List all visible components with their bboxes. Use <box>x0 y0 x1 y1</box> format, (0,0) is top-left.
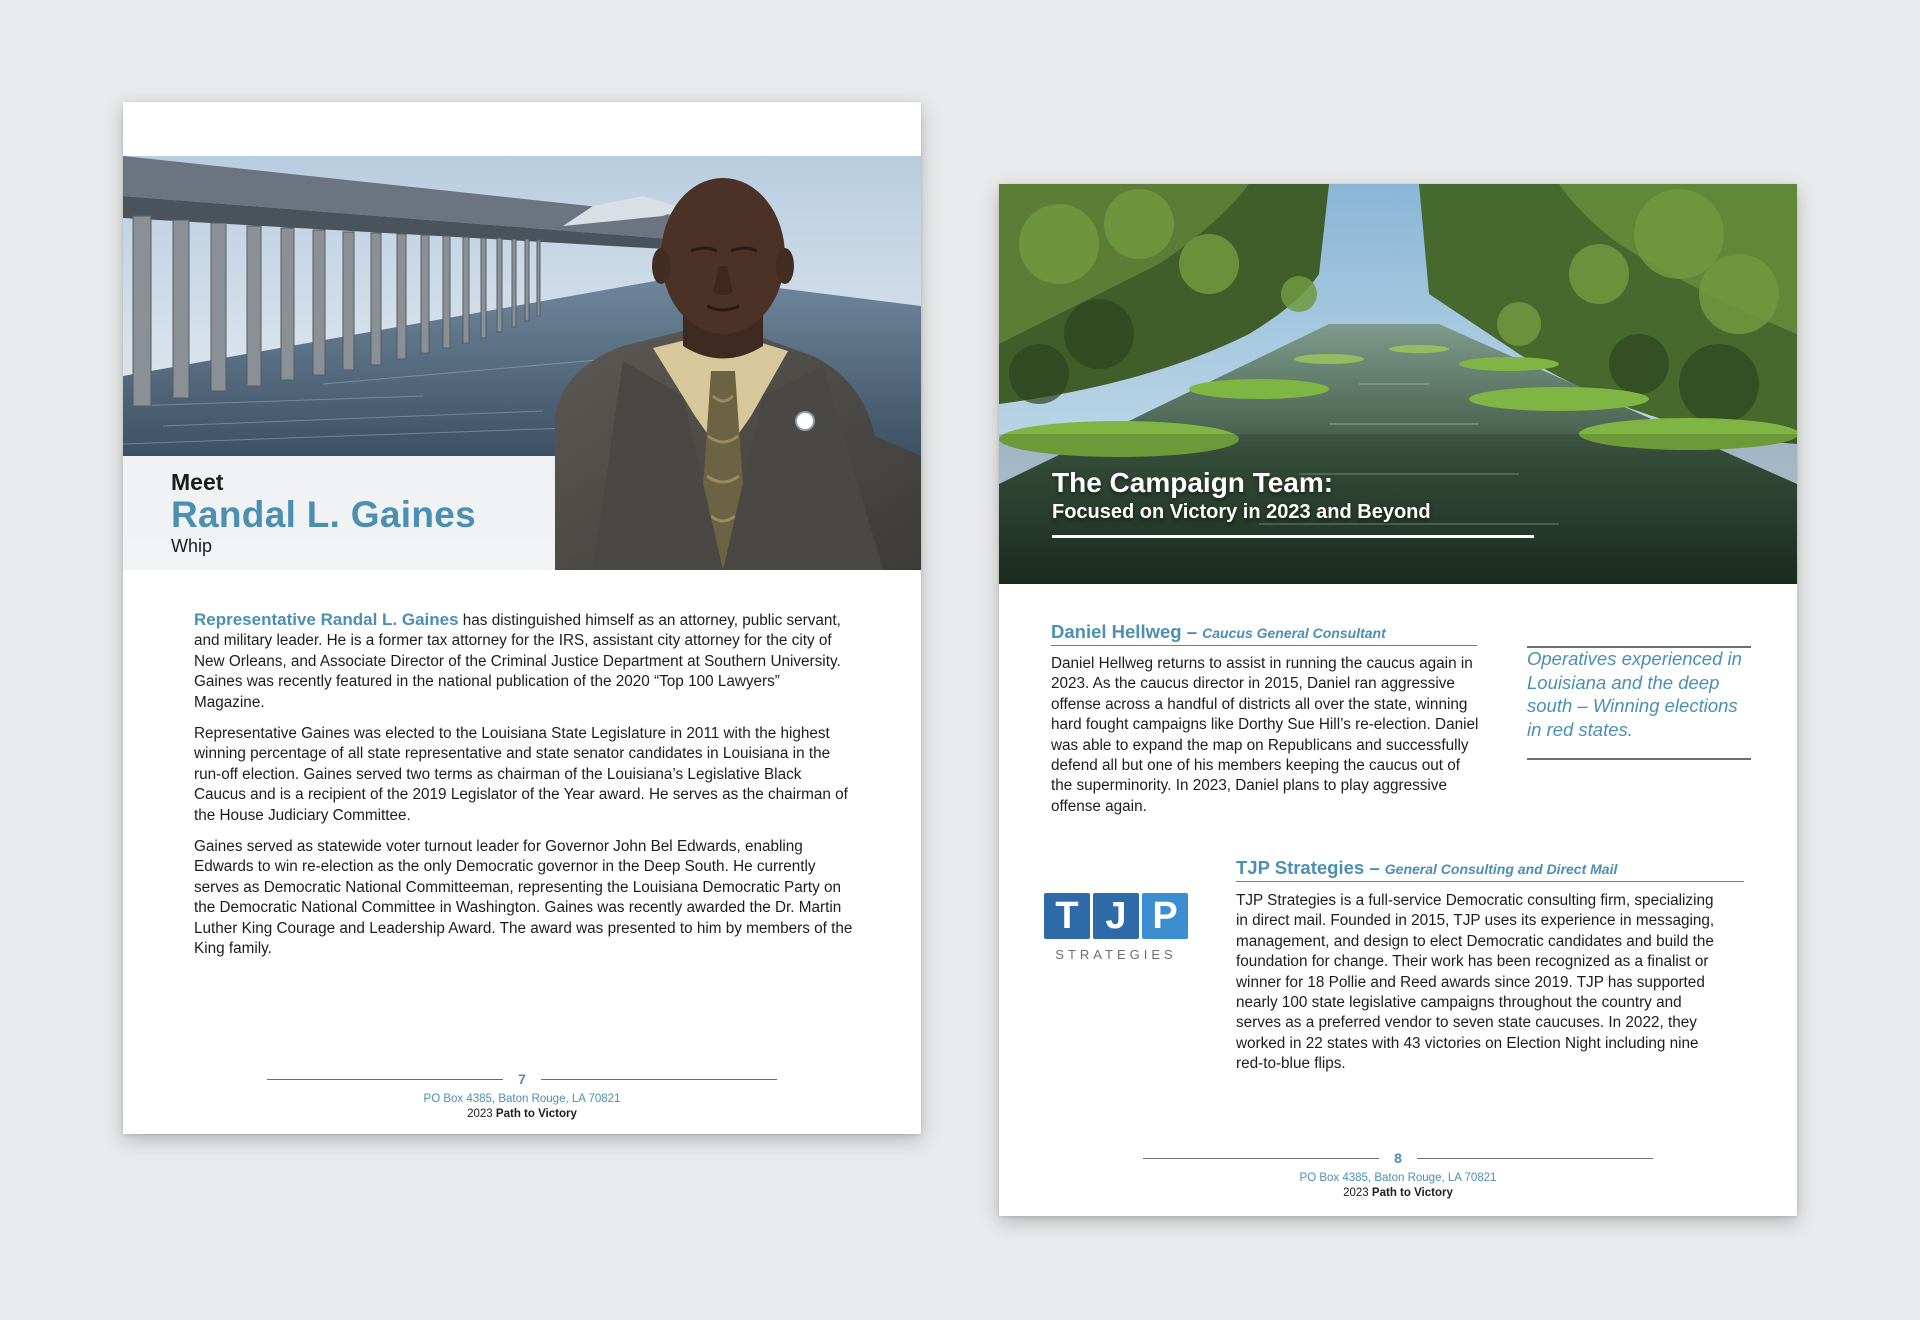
section-title-line-2: Focused on Victory in 2023 and Beyond <box>1052 501 1431 523</box>
footer-tagline <box>999 1186 1797 1201</box>
bio-paragraph-3: Gaines served as statewide voter turnout leader for Governor John Bel Edwards, enabling Edwards to win re-election as the only Democratic governor in the Deep South. He currently serves as Democratic National Committeeman, representing the Louisiana Democratic Party on the Democratic National Committee in Washington. Gaines was recently awarded the Dr. Martin Luther King Courage and Leadership Award. The award was presented to him by members of the King family. <box>194 838 853 958</box>
footer-tagline <box>123 1107 921 1122</box>
biography-text <box>194 610 854 971</box>
footer-rule-right <box>541 1079 777 1080</box>
hellweg-heading <box>1051 621 1386 644</box>
page-footer <box>123 1070 921 1122</box>
footer-address: PO Box 4385, Baton Rouge, LA 70821 <box>423 1093 621 1105</box>
bio-paragraph-1-rest: has distinguished himself as an attorney, public servant, and military leader. He is a former tax attorney for the IRS, assistant city attorney for the city of New Orleans, and Associate Director of the Criminal Justice Department at Southern University. Gaines was recently featured in the national publication of the 2020 “Top 100 Lawyers” Magazine. <box>194 612 841 711</box>
hellweg-name: Daniel Hellweg <box>1051 621 1182 642</box>
bio-paragraph-1 <box>194 610 854 713</box>
page-number: 8 <box>1394 1150 1402 1166</box>
tjp-heading-rule <box>1236 881 1744 882</box>
footer-rule-right <box>1417 1158 1653 1159</box>
page-footer <box>999 1149 1797 1201</box>
tjp-role: General Consulting and Direct Mail <box>1384 861 1618 877</box>
tjp-dash: – <box>1364 857 1385 878</box>
brochure-page-7 <box>123 102 921 1134</box>
pull-quote: Operatives experienced in Louisiana and the deep south – Winning elections in red states. <box>1527 648 1742 740</box>
section-title-line-1: The Campaign Team: <box>1052 467 1334 498</box>
footer-year: 2023 <box>467 1108 493 1120</box>
hellweg-bio: Daniel Hellweg returns to assist in running the caucus again in 2023. As the caucus director in 2015, Daniel ran aggressive offense across a handful of districts all over the state, winning hard fought campaigns like Dorthy Sue Hill’s re-election. Daniel was able to expand the map on Republicans and successfully defend all but one of his members keeping the caucus out of the superminority. In 2023, Daniel plans to play aggressive offense again. <box>1051 655 1479 815</box>
hellweg-role: Caucus General Consultant <box>1202 625 1386 641</box>
member-role: Whip <box>171 536 213 556</box>
hero-photo-bayou <box>999 184 1797 584</box>
brochure-page-8 <box>999 184 1797 1216</box>
footer-year: 2023 <box>1343 1187 1369 1199</box>
tjp-logo-letter-p: P <box>1142 893 1188 939</box>
page-number: 7 <box>518 1071 526 1087</box>
tjp-heading <box>1236 857 1617 880</box>
footer-rule-left <box>267 1079 503 1080</box>
tjp-strategies-logo <box>1044 893 1194 975</box>
footer-title: Path to Victory <box>1371 1187 1453 1199</box>
section-title <box>1052 467 1431 525</box>
title-underline <box>1052 535 1534 538</box>
meet-label: Meet <box>171 469 224 495</box>
tjp-name: TJP Strategies <box>1236 857 1365 878</box>
bio-paragraph-2: Representative Gaines was elected to the Louisiana State Legislature in 2011 with the highest winning percentage of all state representative and state senator candidates in Louisiana in the run-off election. Gaines served two terms as chairman of the Louisiana’s Legislative Black Caucus and is a recipient of the 2019 Legislator of the Year award. He serves as the chairman of the House Judiciary Committee. <box>194 725 848 824</box>
tjp-logo-letters <box>1044 893 1194 939</box>
meet-heading-block <box>171 469 476 557</box>
bio-lead-name: Representative Randal L. Gaines <box>194 610 459 629</box>
pull-quote-rule-bottom <box>1527 758 1751 760</box>
footer-rule-left <box>1143 1158 1379 1159</box>
hellweg-dash: – <box>1181 621 1203 642</box>
member-name: Randal L. Gaines <box>171 494 476 535</box>
footer-address: PO Box 4385, Baton Rouge, LA 70821 <box>1299 1172 1497 1184</box>
hellweg-heading-rule <box>1051 645 1477 646</box>
hero-photo-bridge-portrait <box>123 156 921 570</box>
tjp-logo-subtitle: STRATEGIES <box>1055 947 1177 962</box>
tjp-logo-letter-j: J <box>1093 893 1139 939</box>
tjp-bio: TJP Strategies is a full-service Democratic consulting firm, specializing in direct mail. Founded in 2015, TJP uses its experience in messaging, management, and design to elect Democratic candidates and build the foundation for change. Their work has been recognized as a finalist or winner for 18 Pollie and Reed awards since 2019. TJP has supported nearly 100 state legislative campaigns throughout the country and serves as a preferred vendor to seven state caucuses. In 2022, they worked in 22 states with 43 victories on Election Night including nine red-to-blue flips. <box>1236 892 1715 1073</box>
tjp-logo-letter-t: T <box>1044 893 1090 939</box>
footer-title: Path to Victory <box>495 1108 577 1120</box>
